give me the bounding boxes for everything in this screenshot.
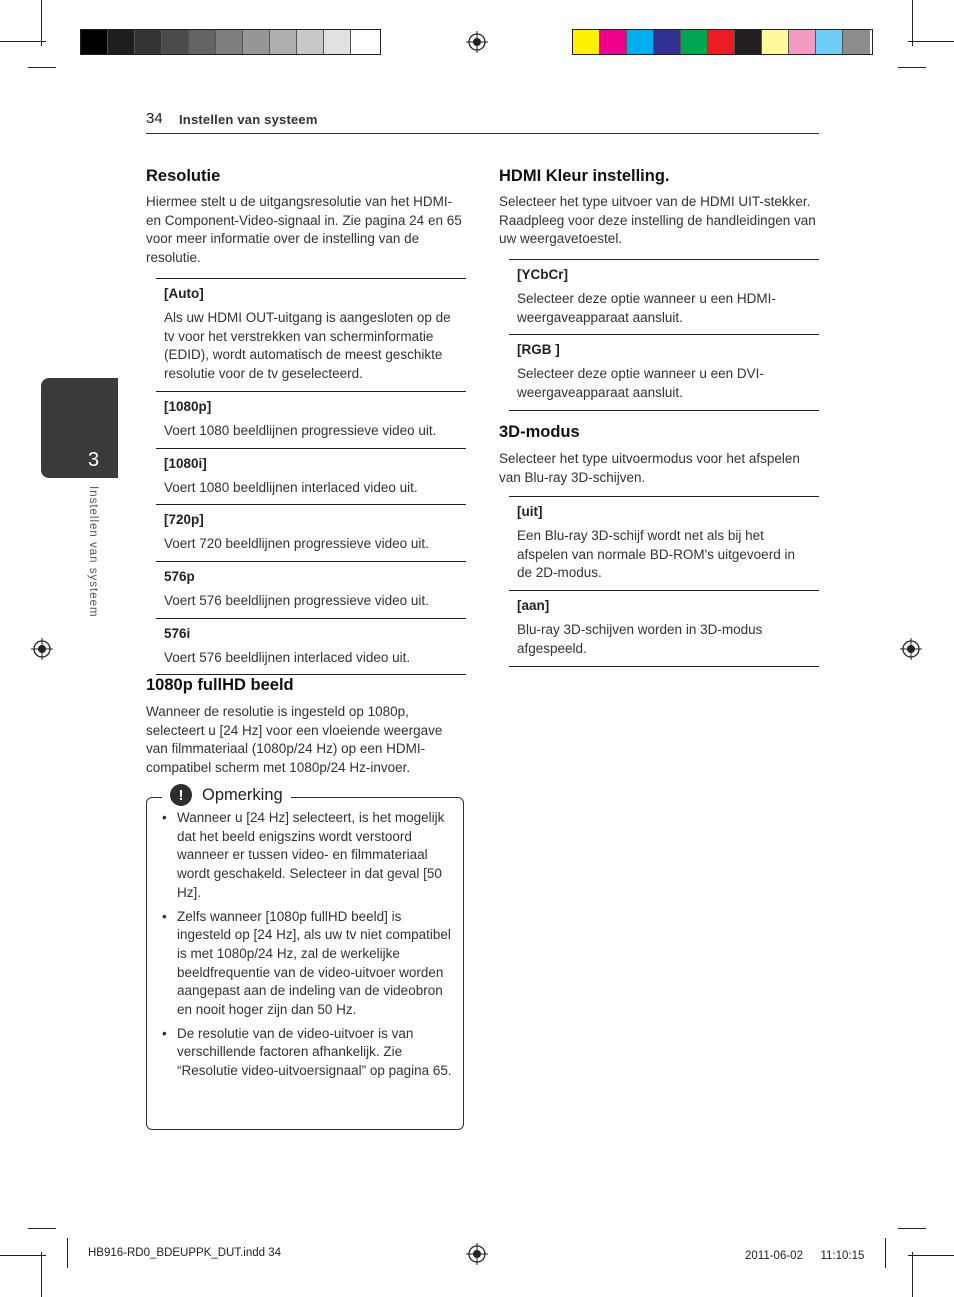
crop-mark [41,1252,42,1297]
option-row [156,619,466,676]
crop-mark [912,1252,913,1297]
hdmi-kleur-intro: Selecteer het type uitvoer van de HDMI UIT-stekker. Raadpleeg voor deze instelling de handleidingen van uw weergavetoestel. [499,194,816,247]
color-swatch [216,30,243,54]
option-description: Blu-ray 3D-schijven worden in 3D-modus afgespeeld. [517,622,763,656]
crop-mark [0,41,46,42]
option-description: Voert 576 beeldlijnen progressieve video uit. [164,592,429,608]
color-swatch [81,30,108,54]
option-description: Voert 720 beeldlijnen progressieve video uit. [164,536,429,552]
crop-mark [67,1238,68,1268]
crop-mark [912,0,913,46]
crop-mark [28,1228,56,1229]
option-row [509,260,819,335]
option-term: [YCbCr] [517,267,568,282]
header-divider [146,133,819,134]
note-item: • De resolutie van de video-uitvoer is van verschillende factoren afhankelijk. Zie “Resolutie video-uitvoersignaal” op pagina 65. [160,1025,456,1081]
crop-mark [908,41,954,42]
registration-mark-icon [31,638,53,660]
resolutie-options-table [156,278,466,675]
option-row [509,335,819,410]
option-term: [aan] [517,598,550,614]
color-swatch [654,30,681,54]
option-term: 576p [164,568,195,584]
crop-mark [898,1228,926,1229]
option-row [156,562,466,619]
section-header-title: Instellen van systeem [179,112,318,127]
color-swatch [270,30,297,54]
note-box [146,797,464,1130]
option-description: Voert 576 beeldlijnen interlaced video uit. [164,649,411,665]
option-description: Selecteer deze optie wanneer u een DVI-weergaveapparaat aansluit. [517,366,764,401]
hdmi-kleur-heading: HDMI Kleur instelling. [499,167,670,185]
color-swatch [573,30,600,54]
fullhd-heading: 1080p fullHD beeld [146,676,294,694]
crop-mark [898,67,926,68]
option-row [156,392,466,449]
option-term: 576i [164,625,191,641]
option-description: Een Blu-ray 3D-schijf wordt net als bij het afspelen van normale BD-ROM's uitgevoerd in de 2D-modus. [517,528,795,581]
note-list [160,809,456,1086]
color-swatch [297,30,324,54]
color-calibration-bar [572,29,873,55]
option-description: Selecteer deze optie wanneer u een HDMI-weergaveapparaat aansluit. [517,291,776,325]
chapter-label: Instellen van systeem [87,486,99,618]
option-term: [RGB ] [517,342,560,358]
footer-filename: HB916-RD0_BDEUPPK_DUT.indd 34 [88,1247,282,1259]
option-row [509,497,819,591]
color-swatch [189,30,216,54]
color-swatch [351,30,378,54]
color-swatch [162,30,189,54]
option-description: Als uw HDMI OUT-uitgang is aangesloten op de tv voor het verstrekken van scherminformatie (EDID), wordt automatisch de meest geschikte resolutie voor de tv geselecteerd. [164,310,451,382]
color-swatch [627,30,654,54]
option-term: [1080p] [164,398,212,414]
exclamation-icon: ! [170,784,192,806]
color-swatch [324,30,351,54]
color-swatch [135,30,162,54]
fullhd-intro: Wanneer de resolutie is ingesteld op 1080p, selecteert u [24 Hz] voor een vloeiende weergave van filmmateriaal (1080p/24 Hz) op een HDMI-compatibel scherm met 1080p/24 Hz-invoer. [146,704,443,776]
option-term: [Auto] [164,286,204,301]
note-label: Opmerking [202,785,283,804]
hdmi-kleur-options-table [509,259,819,411]
option-term: [720p] [164,512,204,528]
option-row [156,505,466,562]
3d-modus-options-table [509,496,819,667]
color-swatch [816,30,843,54]
option-row [156,449,466,506]
crop-mark [908,1255,954,1256]
registration-mark-icon [466,31,488,53]
gray-calibration-bar [80,29,381,55]
color-swatch [843,30,870,54]
color-swatch [243,30,270,54]
option-row [509,591,819,666]
registration-mark-icon [466,1243,488,1265]
option-term: [1080i] [164,455,207,471]
registration-mark-icon [900,638,922,660]
color-swatch [108,30,135,54]
note-item: • Zelfs wanneer [1080p fullHD beeld] is ingesteld op [24 Hz], als uw tv niet compatibel is met 1080p/24 Hz, zal de werkelijke beeldfrequentie van de video-uitvoer worden aangepast aan de indeling van de videobron en nooit hoger zijn dan 50 Hz. [160,908,456,1020]
note-header [162,782,291,808]
option-description: Voert 1080 beeldlijnen interlaced video uit. [164,479,418,495]
crop-mark [0,1255,46,1256]
chapter-tab [41,378,118,478]
color-swatch [708,30,735,54]
crop-mark [885,1238,886,1268]
color-swatch [789,30,816,54]
color-swatch [600,30,627,54]
chapter-number: 3 [88,449,100,471]
color-swatch [681,30,708,54]
resolutie-heading: Resolutie [146,167,221,185]
note-item: • Wanneer u [24 Hz] selecteert, is het mogelijk dat het beeld enigszins wordt verstoord wanneer er tussen video- en filmmateriaal wordt geschakeld. Selecteer in dat geval [50 Hz]. [160,809,456,903]
footer-timestamp: 2011-06-02 ᅠ 11:10:15 [745,1250,865,1262]
color-swatch [735,30,762,54]
crop-mark [28,67,56,68]
resolutie-intro: Hiermee stelt u de uitgangsresolutie van het HDMI- en Component-Video-signaal in. Zie pagina 24 en 65 voor meer informatie over de instelling van de resolutie. [146,194,462,266]
page-number: 34 [146,110,163,127]
option-description: Voert 1080 beeldlijnen progressieve video uit. [164,422,437,438]
color-swatch [762,30,789,54]
option-term: [uit] [517,504,543,519]
crop-mark [41,0,42,46]
3d-modus-heading: 3D-modus [499,423,580,441]
option-row [156,279,466,392]
3d-modus-intro: Selecteer het type uitvoermodus voor het afspelen van Blu-ray 3D-schijven. [499,451,800,485]
